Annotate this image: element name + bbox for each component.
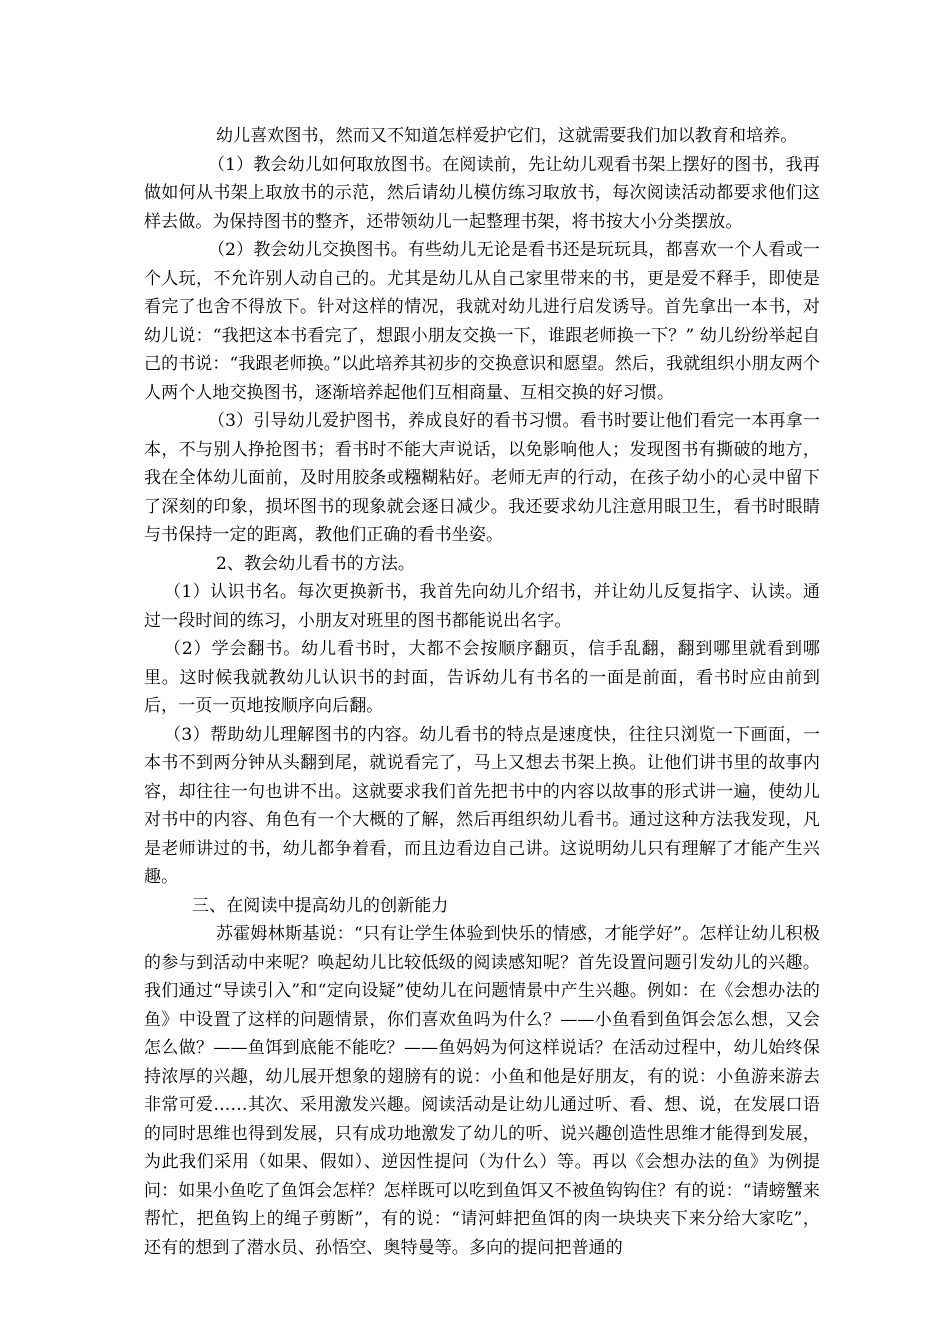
section-heading-reading-method: 2、教会幼儿看书的方法。 — [216, 553, 416, 574]
paragraph-understand-content: （3）帮助幼儿理解图书的内容。幼儿看书的特点是速度快，往往只浏览一下画面，一本书不到两分钟从头翻到尾，就说看完了，马上又想去书架上换。让他们讲书里的故事内容，却往往一句也讲不出。这就要求我们首先把书中的内容以故事的形式讲一遍，使幼儿对书中的内容、角色有一个大概的了解，然后再组织幼儿看书。通过这种方法我发现，凡是老师讲过的书，幼儿都争着看，而且边看边自己讲。这说明幼儿只有理解了才能产生兴趣。 — [144, 724, 820, 887]
paragraph-exchange-books: （2）教会幼儿交换图书。有些幼儿无论是看书还是玩玩具，都喜欢一个人看或一个人玩，不允许别人动自己的。尤其是幼儿从自己家里带来的书，更是爱不释手，即使是看完了也舍不得放下。针对这样的情况，我就对幼儿进行启发诱导。首先拿出一本书，对幼儿说：“我把这本书看完了，想跟小朋友交换一下，谁跟老师换一下？” 幼儿纷纷举起自己的书说：“我跟老师换。”以此培养其初步的交换意识和愿望。然后，我就组织小朋友两个人两个人地交换图书，逐渐培养起他们互相商量、互相交换的好习惯。 — [144, 240, 820, 403]
paragraph-creativity: 苏霍姆林斯基说：“只有让学生体验到快乐的情感，才能学好”。怎样让幼儿积极的参与到活动中来呢？唤起幼儿比较低级的阅读感知呢？首先设置问题引发幼儿的兴趣。我们通过“导读引入”和“定向设疑”使幼儿在问题情景中产生兴趣。例如：在《会想办法的鱼》中设置了这样的问题情景，你们喜欢鱼吗为什么？——小鱼看到鱼饵会怎么想，又会怎么做？——鱼饵到底能不能吃？——鱼妈妈为何这样说话？在活动过程中，幼儿始终保持浓厚的兴趣，幼儿展开想象的翅膀有的说：小鱼和他是好朋友，有的说：小鱼游来游去非常可爱……其次、采用激发兴趣。阅读活动是让幼儿通过听、看、想、说，在发展口语的同时思维也得到发展，只有成功地激发了幼儿的听、说兴趣创造性思维才能得到发展，为此我们采用（如果、假如）、逆因性提问（为什么）等。再以《会想办法的鱼》为例提问：如果小鱼吃了鱼饵会怎样？怎样既可以吃到鱼饵又不被鱼钩钩住？有的说：“请螃蟹来帮忙，把鱼钩上的绳子剪断”，有的说：“请河蚌把鱼饵的肉一块块夹下来分给大家吃”，还有的想到了潜水员、孙悟空、奥特曼等。多向的提问把普通的 — [144, 924, 820, 1258]
document-page — [144, 122, 820, 1262]
paragraph-intro: 幼儿喜欢图书，然而又不知道怎样爱护它们，这就需要我们加以教育和培养。 — [216, 126, 798, 146]
paragraph-take-books: （1）教会幼儿如何取放图书。在阅读前，先让幼儿观看书架上摆好的图书，我再做如何从书架上取放书的示范，然后请幼儿模仿练习取放书，每次阅读活动都要求他们这样去做。为保持图书的整齐，还带领幼儿一起整理书架，将书按大小分类摆放。 — [144, 154, 820, 232]
paragraph-turn-pages: （2）学会翻书。幼儿看书时，大都不会按顺序翻页，信手乱翻，翻到哪里就看到哪里。这时候我就教幼儿认识书的封面，告诉幼儿有书名的一面是前面，看书时应由前到后，一页一页地按顺序向后翻。 — [144, 639, 820, 716]
section-heading-creativity: 三、在阅读中提高幼儿的创新能力 — [192, 895, 449, 916]
paragraph-book-title: （1）认识书名。每次更换新书，我首先向幼儿介绍书，并让幼儿反复指字、认读。通过一段时间的练习，小朋友对班里的图书都能说出名字。 — [144, 582, 820, 631]
paragraph-care-books: （3）引导幼儿爱护图书，养成良好的看书习惯。看书时要让他们看完一本再拿一本，不与别人挣抢图书；看书时不能大声说话，以免影响他人；发现图书有撕破的地方，我在全体幼儿面前，及时用胶条或糨糊粘好。老师无声的行动，在孩子幼小的心灵中留下了深刻的印象，损坏图书的现象就会逐日减少。我还要求幼儿注意用眼卫生，看书时眼睛与书保持一定的距离，教他们正确的看书坐姿。 — [144, 411, 820, 545]
